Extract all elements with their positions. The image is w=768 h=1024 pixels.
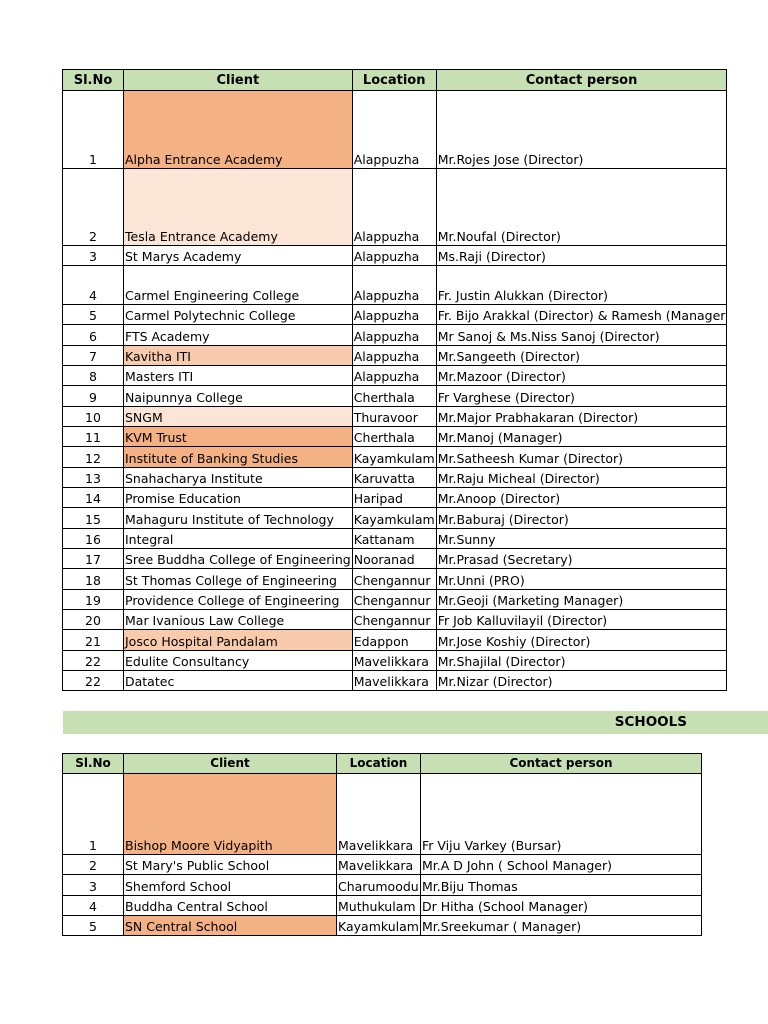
cell-client[interactable]: Institute of Banking Studies [124, 447, 353, 468]
cell-sl-no[interactable]: 19 [63, 590, 124, 610]
cell-location[interactable]: Alappuzha [352, 305, 436, 325]
cell-sl-no[interactable]: 6 [63, 325, 124, 346]
cell-sl-no[interactable]: 5 [63, 305, 124, 325]
cell-client[interactable]: St Mary's Public School [124, 855, 337, 875]
table-row [63, 325, 727, 346]
schools-section-title[interactable]: SCHOOLS [614, 714, 687, 730]
cell-sl-no[interactable]: 3 [63, 875, 124, 896]
colleges-table [62, 69, 727, 691]
cell-client[interactable]: SNGM [124, 407, 353, 427]
cell-location[interactable]: Kayamkulam [337, 916, 421, 936]
cell-location[interactable]: Alappuzha [352, 169, 436, 246]
cell-contact[interactable]: Dr Hitha (School Manager) [420, 896, 701, 916]
cell-client[interactable]: Bishop Moore Vidyapith [124, 774, 337, 855]
cell-sl-no[interactable]: 9 [63, 386, 124, 407]
table-row [63, 366, 727, 386]
cell-client[interactable]: Promise Education [124, 488, 353, 508]
cell-sl-no[interactable]: 13 [63, 468, 124, 488]
table-row [63, 91, 727, 169]
table-row [63, 386, 727, 407]
header-location[interactable]: Location [337, 754, 421, 774]
table-row [63, 569, 727, 590]
header-row [63, 754, 702, 774]
cell-sl-no[interactable]: 16 [63, 529, 124, 549]
cell-location[interactable]: Alappuzha [352, 346, 436, 366]
cell-client[interactable]: St Marys Academy [124, 246, 353, 266]
table-row [63, 266, 727, 305]
cell-location[interactable]: Mavelikkara [352, 671, 436, 691]
cell-location[interactable]: Muthukulam [337, 896, 421, 916]
cell-contact[interactable]: Mr.Sunny [436, 529, 727, 549]
cell-client[interactable]: Tesla Entrance Academy [124, 169, 353, 246]
cell-location[interactable]: Mavelikkara [337, 774, 421, 855]
cell-client[interactable]: Naipunnya College [124, 386, 353, 407]
cell-sl-no[interactable]: 1 [63, 91, 124, 169]
cell-contact[interactable]: Fr Varghese (Director) [436, 386, 727, 407]
cell-client[interactable]: Snahacharya Institute [124, 468, 353, 488]
cell-contact[interactable]: Mr.A D John ( School Manager) [420, 855, 701, 875]
cell-location[interactable]: Alappuzha [352, 366, 436, 386]
table-row [63, 508, 727, 529]
cell-client[interactable]: Josco Hospital Pandalam [124, 630, 353, 651]
cell-contact[interactable]: Mr.Rojes Jose (Director) [436, 91, 727, 169]
header-contact-person[interactable]: Contact person [420, 754, 701, 774]
table-row [63, 305, 727, 325]
header-client[interactable]: Client [124, 70, 353, 91]
cell-client[interactable]: Sree Buddha College of Engineering [124, 549, 353, 569]
table-row [63, 427, 727, 447]
cell-contact[interactable]: Mr.Anoop (Director) [436, 488, 727, 508]
cell-contact[interactable]: Mr.Raju Micheal (Director) [436, 468, 727, 488]
cell-location[interactable]: Nooranad [352, 549, 436, 569]
cell-client[interactable]: Datatec [124, 671, 353, 691]
cell-location[interactable]: Chengannur [352, 590, 436, 610]
table-row [63, 875, 702, 896]
cell-contact[interactable]: Fr Job Kalluvilayil (Director) [436, 610, 727, 630]
cell-contact[interactable]: Mr.Major Prabhakaran (Director) [436, 407, 727, 427]
cell-client[interactable]: FTS Academy [124, 325, 353, 346]
cell-client[interactable]: Providence College of Engineering [124, 590, 353, 610]
cell-location[interactable]: Alappuzha [352, 246, 436, 266]
cell-sl-no[interactable]: 3 [63, 246, 124, 266]
cell-sl-no[interactable]: 4 [63, 896, 124, 916]
cell-client[interactable]: KVM Trust [124, 427, 353, 447]
table-row [63, 651, 727, 671]
cell-contact[interactable]: Mr.Jose Koshiy (Director) [436, 630, 727, 651]
header-location[interactable]: Location [352, 70, 436, 91]
table-row [63, 246, 727, 266]
header-sl-no[interactable]: Sl.No [63, 754, 124, 774]
table-row [63, 671, 727, 691]
cell-location[interactable]: Charumoodu [337, 875, 421, 896]
cell-sl-no[interactable]: 15 [63, 508, 124, 529]
cell-contact[interactable]: Mr.Shajilal (Director) [436, 651, 727, 671]
cell-sl-no[interactable]: 22 [63, 651, 124, 671]
table-row [63, 916, 702, 936]
table-row [63, 896, 702, 916]
cell-client[interactable]: Buddha Central School [124, 896, 337, 916]
table-row [63, 549, 727, 569]
cell-sl-no[interactable]: 1 [63, 774, 124, 855]
cell-location[interactable]: Edappon [352, 630, 436, 651]
cell-location[interactable]: Kayamkulam [352, 447, 436, 468]
cell-contact[interactable]: Mr.Manoj (Manager) [436, 427, 727, 447]
header-client[interactable]: Client [124, 754, 337, 774]
cell-sl-no[interactable]: 2 [63, 169, 124, 246]
cell-client[interactable]: SN Central School [124, 916, 337, 936]
cell-contact[interactable]: Mr.Biju Thomas [420, 875, 701, 896]
table-row [63, 407, 727, 427]
table-row [63, 488, 727, 508]
cell-location[interactable]: Haripad [352, 488, 436, 508]
cell-sl-no[interactable]: 2 [63, 855, 124, 875]
schools-section-band [63, 711, 768, 734]
cell-location[interactable]: Mavelikkara [337, 855, 421, 875]
table-row [63, 855, 702, 875]
cell-sl-no[interactable]: 10 [63, 407, 124, 427]
table-row [63, 610, 727, 630]
cell-sl-no[interactable]: 21 [63, 630, 124, 651]
cell-sl-no[interactable]: 12 [63, 447, 124, 468]
table-row [63, 346, 727, 366]
cell-client[interactable]: Edulite Consultancy [124, 651, 353, 671]
table-row [63, 630, 727, 651]
cell-sl-no[interactable]: 11 [63, 427, 124, 447]
cell-contact[interactable]: Mr.Nizar (Director) [436, 671, 727, 691]
cell-client[interactable]: Kavitha ITI [124, 346, 353, 366]
cell-contact[interactable]: Ms.Raji (Director) [436, 246, 727, 266]
cell-contact[interactable]: Mr.Sangeeth (Director) [436, 346, 727, 366]
cell-location[interactable]: Alappuzha [352, 325, 436, 346]
cell-contact[interactable]: Fr. Justin Alukkan (Director) [436, 266, 727, 305]
cell-contact[interactable]: Mr.Geoji (Marketing Manager) [436, 590, 727, 610]
cell-location[interactable]: Chengannur [352, 610, 436, 630]
cell-location[interactable]: Kattanam [352, 529, 436, 549]
cell-sl-no[interactable]: 7 [63, 346, 124, 366]
cell-client[interactable]: St Thomas College of Engineering [124, 569, 353, 590]
cell-contact[interactable]: Mr.Baburaj (Director) [436, 508, 727, 529]
cell-contact[interactable]: Mr.Satheesh Kumar (Director) [436, 447, 727, 468]
cell-location[interactable]: Karuvatta [352, 468, 436, 488]
cell-contact[interactable]: Fr Viju Varkey (Bursar) [420, 774, 701, 855]
cell-contact[interactable]: Mr.Prasad (Secretary) [436, 549, 727, 569]
cell-location[interactable]: Alappuzha [352, 266, 436, 305]
cell-sl-no[interactable]: 20 [63, 610, 124, 630]
cell-location[interactable]: Chengannur [352, 569, 436, 590]
cell-sl-no[interactable]: 14 [63, 488, 124, 508]
cell-sl-no[interactable]: 4 [63, 266, 124, 305]
table-row [63, 774, 702, 855]
cell-contact[interactable]: Fr. Bijo Arakkal (Director) & Ramesh (Manager [436, 305, 727, 325]
cell-client[interactable]: Mahaguru Institute of Technology [124, 508, 353, 529]
cell-contact[interactable]: Mr.Sreekumar ( Manager) [420, 916, 701, 936]
header-contact-person[interactable]: Contact person [436, 70, 727, 91]
cell-client[interactable]: Mar Ivanious Law College [124, 610, 353, 630]
cell-client[interactable]: Shemford School [124, 875, 337, 896]
header-row [63, 70, 727, 91]
cell-sl-no[interactable]: 22 [63, 671, 124, 691]
cell-client[interactable]: Alpha Entrance Academy [124, 91, 353, 169]
cell-client[interactable]: Carmel Polytechnic College [124, 305, 353, 325]
schools-table [62, 753, 702, 936]
cell-sl-no[interactable]: 5 [63, 916, 124, 936]
cell-client[interactable]: Integral [124, 529, 353, 549]
table-row [63, 468, 727, 488]
cell-location[interactable]: Kayamkulam [352, 508, 436, 529]
cell-client[interactable]: Masters ITI [124, 366, 353, 386]
cell-location[interactable]: Alappuzha [352, 91, 436, 169]
cell-contact[interactable]: Mr.Mazoor (Director) [436, 366, 727, 386]
cell-sl-no[interactable]: 17 [63, 549, 124, 569]
cell-sl-no[interactable]: 18 [63, 569, 124, 590]
cell-location[interactable]: Cherthala [352, 427, 436, 447]
cell-contact[interactable]: Mr.Noufal (Director) [436, 169, 727, 246]
table-row [63, 169, 727, 246]
table-row [63, 529, 727, 549]
table-row [63, 447, 727, 468]
cell-location[interactable]: Mavelikkara [352, 651, 436, 671]
cell-sl-no[interactable]: 8 [63, 366, 124, 386]
cell-client[interactable]: Carmel Engineering College [124, 266, 353, 305]
cell-location[interactable]: Cherthala [352, 386, 436, 407]
cell-contact[interactable]: Mr Sanoj & Ms.Niss Sanoj (Director) [436, 325, 727, 346]
header-sl-no[interactable]: Sl.No [63, 70, 124, 91]
cell-contact[interactable]: Mr.Unni (PRO) [436, 569, 727, 590]
cell-location[interactable]: Thuravoor [352, 407, 436, 427]
table-row [63, 590, 727, 610]
